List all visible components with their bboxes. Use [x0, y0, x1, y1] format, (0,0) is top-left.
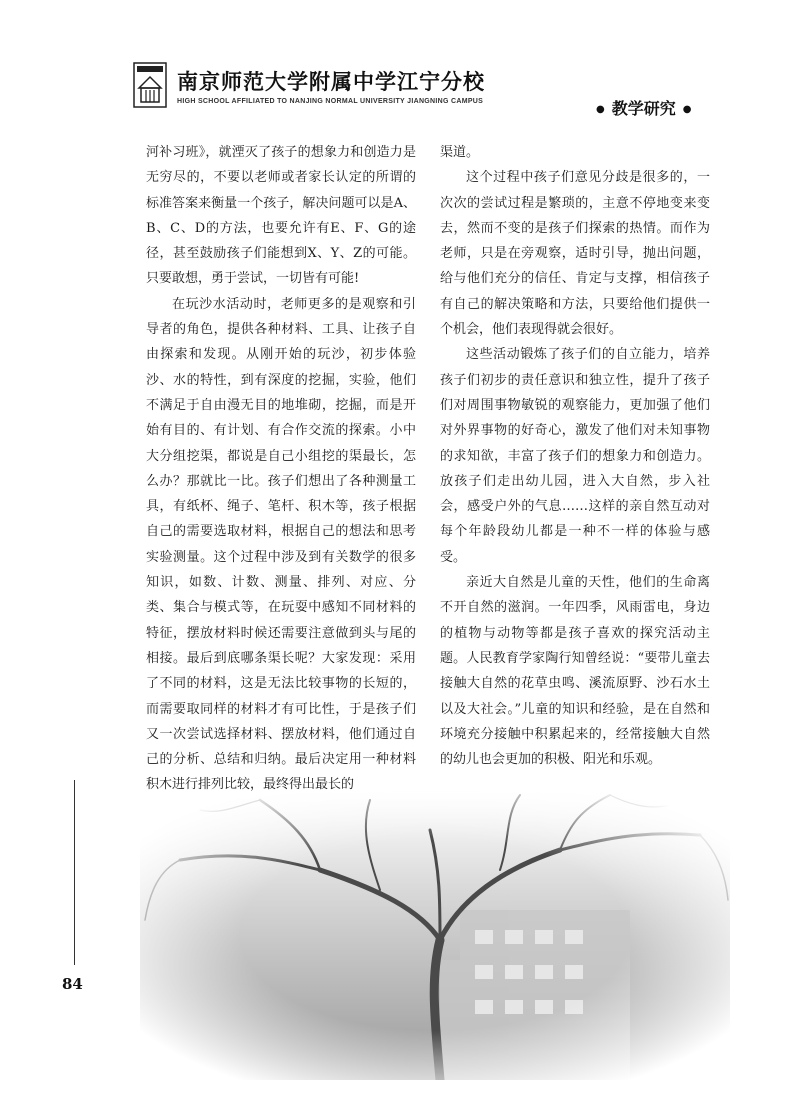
paragraph: 在玩沙水活动时，老师更多的是观察和引导者的角色，提供各种材料、工具、让孩子自由探索和发现。从刚开始的玩沙，初步体验沙、水的特性，到有深度的挖掘，实验，他们不满足于自由漫无目的地堆砌，挖掘，而是开始有目的、有计划、有合作交流的探索。小中大分组挖渠，都说是自己小组挖的渠最长，怎么办？那就比一比。孩子们想出了各种测量工具，有纸杯、绳子、笔杆、积木等，孩子根据自己的需要选取材料，根据自己的想法和思考实验测量。这个过程中涉及到有关数学的很多知识，如数、计数、测量、排列、对应、分类、集合与模式等，在玩耍中感知不同材料的特征，摆放材料时候还需要注意做到头与尾的相接。最后到底哪条渠长呢？大家发现：采用了不同的材料，这是无法比较事物的长短的，而需要取同样的材料才有可比性，于是孩子们又一次尝试选择材料、摆放材料，他们通过自己的分析、总结和归纳。最后决定用一种材料积木进行排列比较，最终得出最长的	[146, 296, 416, 793]
section-title: 教学研究	[611, 99, 676, 118]
bullet-dot-icon: ●	[596, 104, 605, 115]
bullet-dot-icon: ●	[682, 104, 692, 115]
paragraph: 渠道。	[440, 145, 480, 160]
paragraph: 河补习班》，就湮灭了孩子的想象力和创造力是无穷尽的，不要以老师或者家长认定的所谓的标准答案来衡量一个孩子，解决问题可以是A、B、C、D的方法，也要允许有E、F、G的途径，甚至鼓励孩子们能想到X、Y、Z的可能。只要敢想，勇于尝试，一切皆有可能!	[146, 145, 416, 287]
section-tag	[589, 96, 698, 119]
school-name: 南京师范大学附属中学江宁分校	[177, 69, 485, 94]
paragraph: 这些活动锻炼了孩子们的自立能力，培养孩子们初步的责任意识和独立性，提升了孩子们对周围事物敏锐的观察能力，更加强了他们对外界事物的好奇心，激发了他们对未知事物的求知欲，丰富了孩子们的想象力和创造力。放孩子们走出幼儿园，进入大自然，步入社会，感受户外的气息……这样的亲自然互动对每个年龄段幼儿都是一种不一样的体验与感受。	[440, 347, 710, 565]
school-emblem-icon	[133, 62, 167, 108]
margin-rule	[74, 780, 75, 965]
paragraph: 这个过程中孩子们意见分歧是很多的，一次次的尝试过程是繁琐的，主意不停地变来变去，然而不变的是孩子们探索的热情。而作为老师，只是在旁观察，适时引导，抛出问题，给与他们充分的信任、肯定与支撑，相信孩子有自己的解决策略和方法，只要给他们提供一个机会，他们表现得就会很好。	[440, 170, 710, 338]
school-name-english: HIGH SCHOOL AFFILIATED TO NANJING NORMAL UNIVERSITY JIANGNING CAMPUS	[177, 98, 484, 105]
paragraph: 亲近大自然是儿童的天性，他们的生命离不开自然的滋润。一年四季，风雨雷电，身边的植物与动物等都是孩子喜欢的探究活动主题。人民教育学家陶行知曾经说：“要带儿童去接触大自然的花草虫鸣、溪流原野、沙石水土以及大社会。”儿童的知识和经验，是在自然和环境充分接触中积累起来的，经常接触大自然的幼儿也会更加的积极、阳光和乐观。	[440, 575, 710, 768]
page-number: 84	[62, 975, 83, 993]
right-column	[440, 140, 710, 772]
tree-photo	[140, 790, 730, 1080]
left-column	[146, 140, 416, 798]
